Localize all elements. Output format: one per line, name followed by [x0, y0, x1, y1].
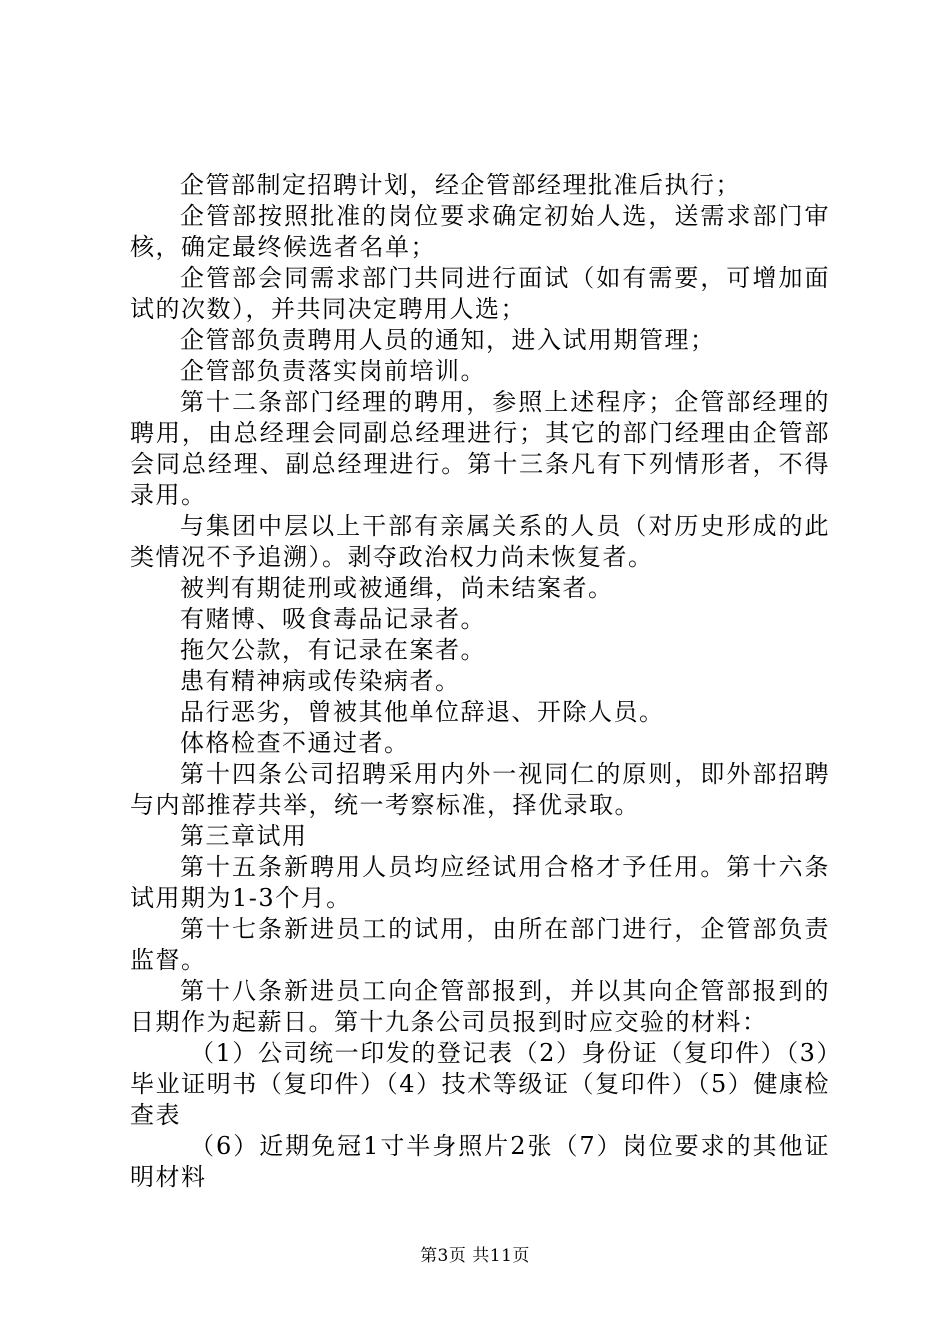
paragraph: 与集团中层以上干部有亲属关系的人员（对历史形成的此类情况不予追溯）。剥夺政治权力尚未恢复者。	[130, 512, 830, 571]
paragraph: 企管部负责落实岗前培训。	[180, 357, 486, 385]
chapter-heading: 第三章试用	[180, 822, 308, 850]
paragraph: 第十四条公司招聘采用内外一视同仁的原则，即外部招聘与内部推荐共举，统一考察标准，择优录取。	[130, 760, 830, 819]
paragraph: 拖欠公款，有记录在案者。	[180, 636, 486, 664]
page-number-footer: 第3页 共11页	[420, 1246, 530, 1266]
paragraph: 第十八条新进员工向企管部报到，并以其向企管部报到的日期作为起薪日。第十九条公司员报到时应交验的材料：	[130, 977, 830, 1036]
paragraph: 第十五条新聘用人员均应经试用合格才予任用。第十六条试用期为1-3个月。	[130, 853, 830, 912]
paragraph: 第十七条新进员工的试用，由所在部门进行，企管部负责监督。	[130, 915, 830, 974]
paragraph: （6）近期免冠1寸半身照片2张（7）岗位要求的其他证明材料	[130, 1132, 830, 1191]
paragraph: 企管部负责聘用人员的通知，进入试用期管理；	[180, 326, 716, 354]
document-body	[130, 170, 830, 1193]
paragraph: 企管部按照批准的岗位要求确定初始人选，送需求部门审核，确定最终候选者名单；	[130, 202, 830, 261]
paragraph: （1）公司统一印发的登记表（2）身份证（复印件）（3）毕业证明书（复印件）（4）技术等级证（复印件）（5）健康检查表	[130, 1039, 830, 1129]
paragraph: 有赌博、吸食毒品记录者。	[180, 605, 486, 633]
paragraph: 第十二条部门经理的聘用，参照上述程序；企管部经理的聘用，由总经理会同副总经理进行；其它的部门经理由企管部会同总经理、副总经理进行。第十三条凡有下列情形者，不得录用。	[130, 388, 830, 509]
paragraph: 企管部会同需求部门共同进行面试（如有需要，可增加面试的次数），并共同决定聘用人选；	[130, 264, 830, 323]
paragraph: 被判有期徒刑或被通缉，尚未结案者。	[180, 574, 614, 602]
paragraph: 企管部制定招聘计划，经企管部经理批准后执行；	[180, 171, 741, 199]
paragraph: 品行恶劣，曾被其他单位辞退、开除人员。	[180, 698, 665, 726]
paragraph: 患有精神病或传染病者。	[180, 667, 461, 695]
paragraph: 体格检查不通过者。	[180, 729, 410, 757]
